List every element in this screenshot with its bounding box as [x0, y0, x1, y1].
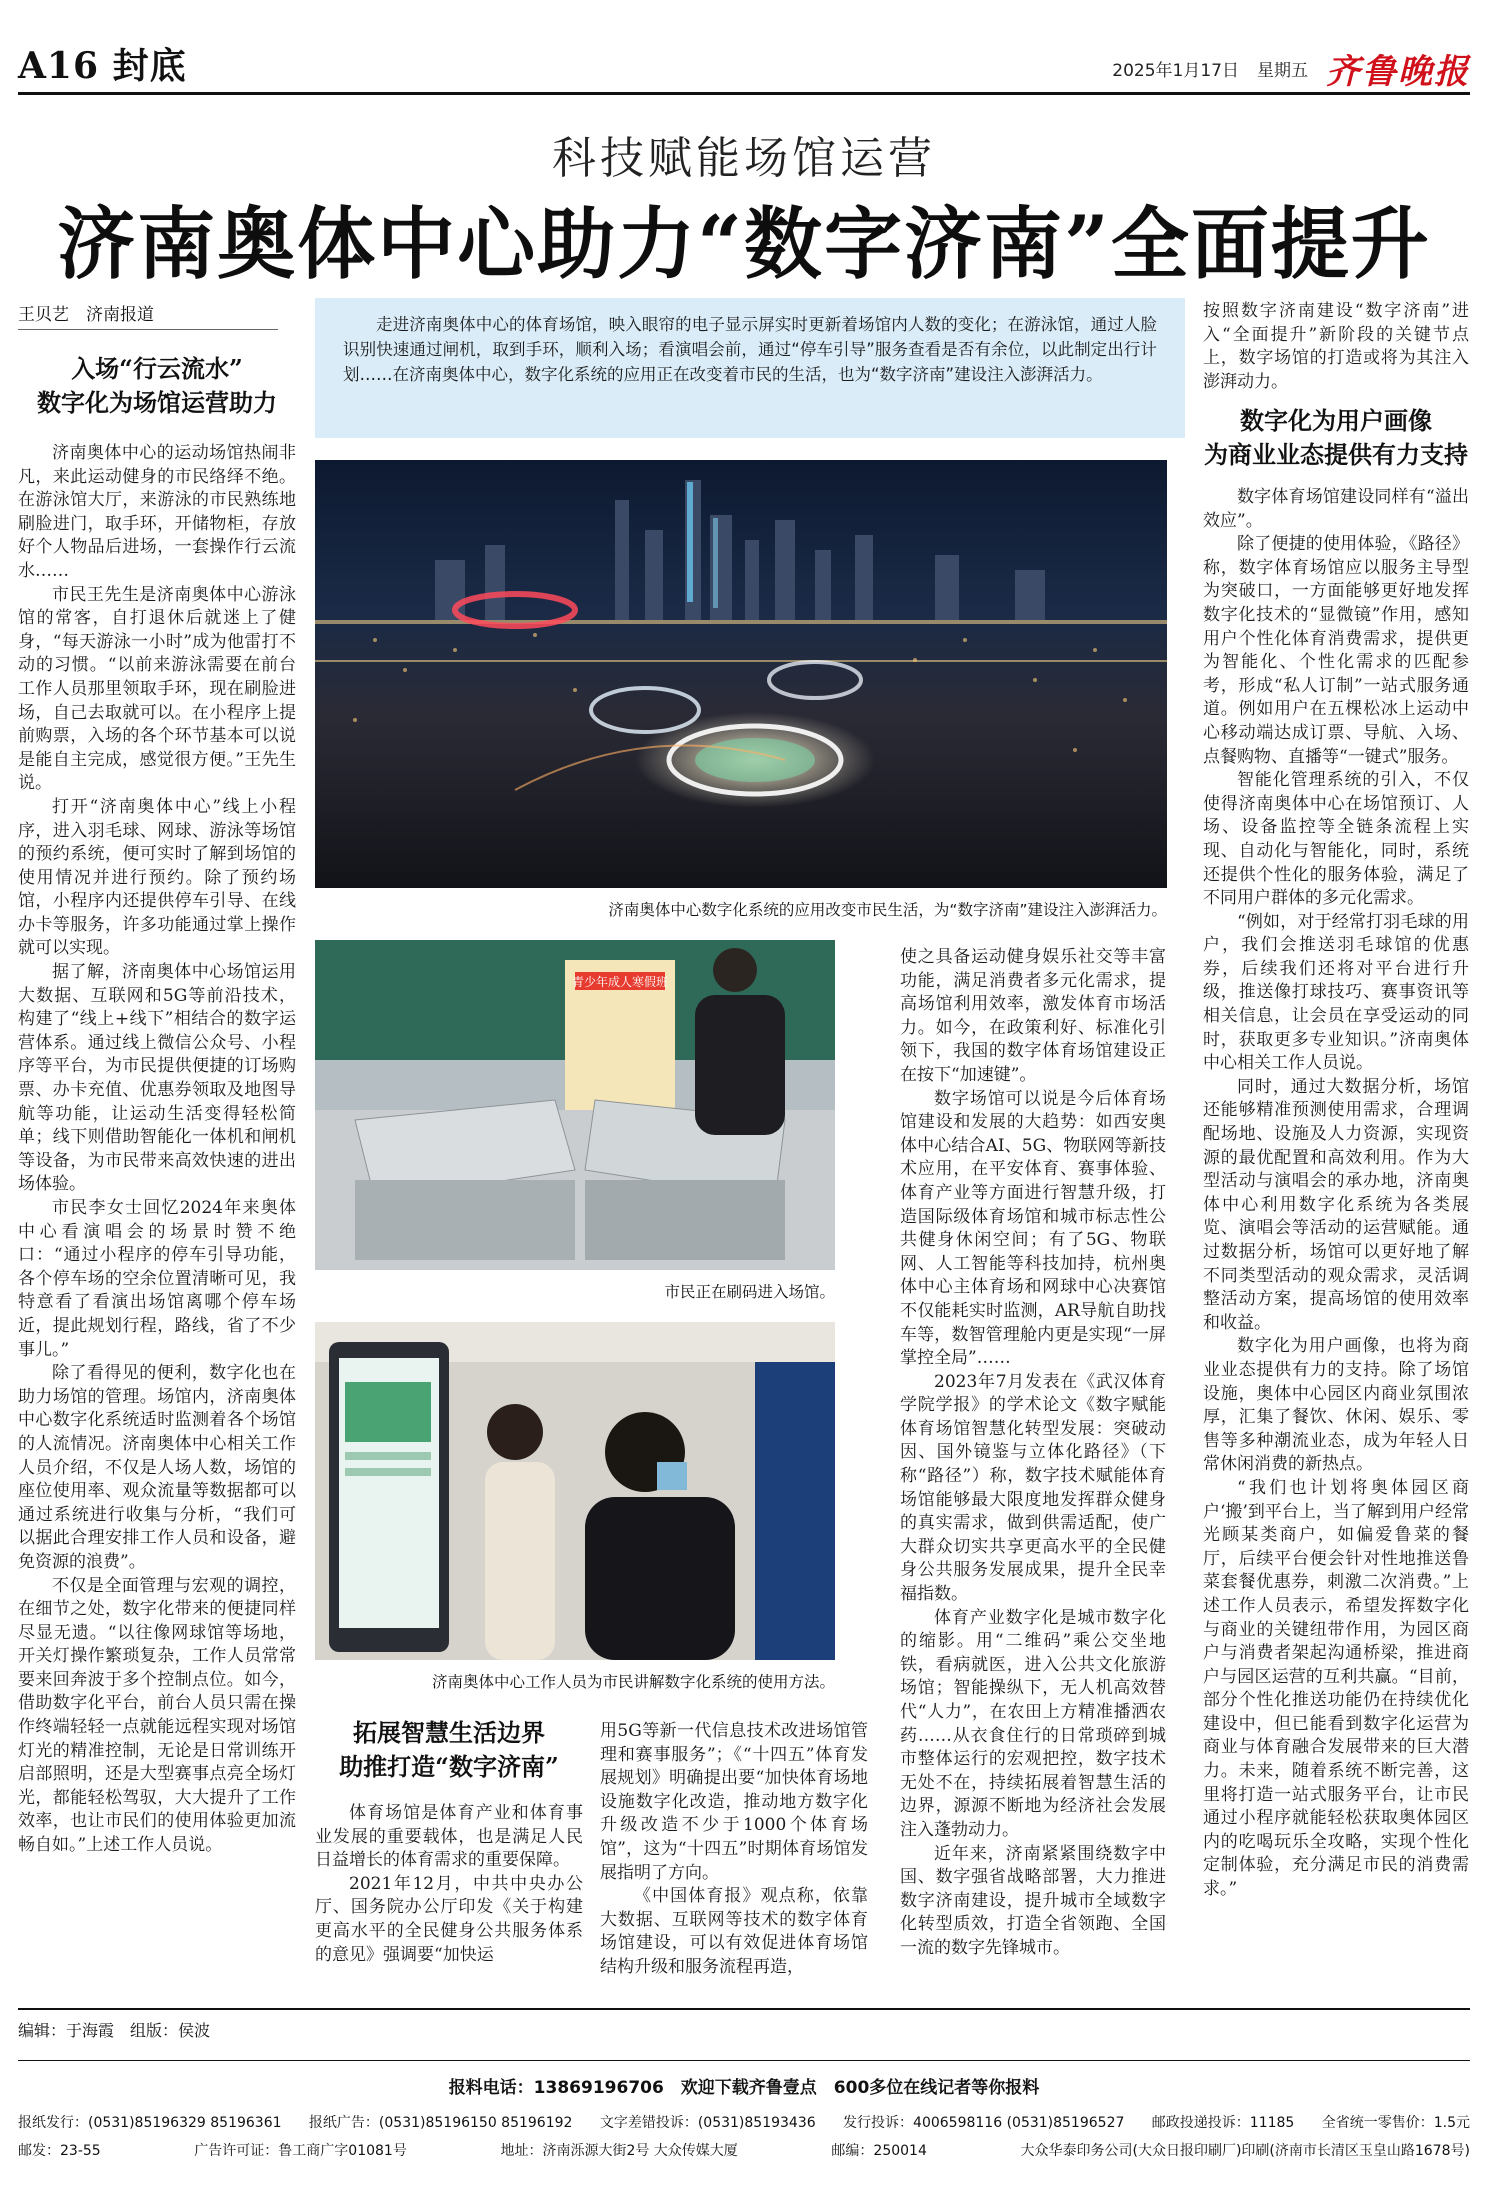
aerial-photo-caption: 济南奥体中心数字化系统的应用改变市民生活，为“数字济南”建设注入澎湃活力。	[608, 901, 1167, 919]
footer-item: 地址：济南泺源大街2号 大众传媒大厦	[500, 2143, 738, 2159]
footer-item: 报纸发行：(0531)85196329 85196361	[18, 2115, 282, 2131]
page-number: A16 封底	[18, 45, 187, 87]
paragraph: 数字体育场馆建设同样有“溢出效应”。	[1203, 487, 1469, 531]
paragraph: 据了解，济南奥体中心场馆运用大数据、互联网和5G等前沿技术，构建了“线上+线下”相结合的数字运营体系。通过线上微信公众号、小程序等平台，为市民提供便捷的订场购票、办卡充值、优惠券领取及地图导航等功能，让运动生活变得轻松简单；线下则借助智能化一体机和闸机等设备，为市民带来高效快速的进出场体验。	[18, 962, 296, 1195]
paragraph: “例如，对于经常打羽毛球的用户，我们会推送羽毛球馆的优惠券，后续我们还将对平台进行升级，推送像打球技巧、赛事资讯等相关信息，让会员在享受运动的同时，获取更多专业知识。”济南奥体中心相关工作人员说。	[1203, 911, 1469, 1074]
section2-body-b	[600, 1720, 868, 1980]
paragraph: 用5G等新一代信息技术改进场馆管理和赛事服务”；《“十四五”体育发展规划》明确提出要“加快体育场地设施数字化改造，推动地方数字化升级改造不少于1000个体育场馆”，这为“十四五”时期体育场馆发展指明了方向。	[600, 1721, 868, 1883]
section3-intro	[1203, 300, 1469, 394]
paragraph: 济南奥体中心的运动场馆热闹非凡，来此运动健身的市民络绎不绝。在游泳馆大厅，来游泳的市民熟练地刷脸进门，取手环，开储物柜，存放好个人物品后进场，一套操作行云流水……	[18, 443, 296, 581]
kicker-headline: 科技赋能场馆运营	[552, 133, 936, 184]
lead-text: 走进济南奥体中心的体育场馆，映入眼帘的电子显示屏实时更新着场馆内人数的变化；在游泳馆，通过人脸识别快速通过闸机，取到手环，顺利入场；看演唱会前，通过“停车引导”服务查看是否有余位，以此制定出行计划……在济南奥体中心，数字化系统的应用正在改变着市民的生活，也为“数字济南”建设注入澎湃活力。	[343, 315, 1157, 384]
section3-heading-line1: 数字化为用户画像	[1240, 406, 1432, 435]
section3-heading-line2: 为商业业态提供有力支持	[1204, 440, 1468, 469]
footer-item: 文字差错投诉：(0531)85193436	[599, 2115, 816, 2131]
footer-item: 报纸广告：(0531)85196150 85196192	[308, 2115, 573, 2131]
footer-item: 广告许可证：鲁工商广字01081号	[194, 2143, 407, 2159]
paragraph: 近年来，济南紧紧围绕数字中国、数字强省战略部署，大力推进数字济南建设，提升城市全域数字化转型质效，打造全省领跑、全国一流的数字先锋城市。	[900, 1843, 1166, 1958]
aerial-night-photo	[315, 460, 1167, 888]
section2-body-a	[315, 1802, 583, 1967]
paragraph: 市民王先生是济南奥体中心游泳馆的常客，自打退休后就迷上了健身，“每天游泳一小时”成为他雷打不动的习惯。“以前来游泳需要在前台工作人员那里领取手环，现在刷脸进场，自己去取就可以。在小程序上提前购票，入场的各个环节基本可以说是能自主完成，感觉很方便。”王先生说。	[18, 584, 296, 794]
paragraph: 除了便捷的使用体验，《路径》称，数字体育场馆应以服务主导型为突破口，一方面能够更好地发挥数字化技术的“显微镜”作用，感知用户个性化体育消费需求，提供更为智能化、个性化需求的匹配参考，形成“私人订制”一站式服务通道。例如用户在五棵松冰上运动中心移动端达成订票、导航、入场、点餐购物、直播等“一键式”服务。	[1203, 534, 1469, 767]
gate-photo	[315, 940, 835, 1270]
kiosk-photo	[315, 1322, 835, 1660]
footer-item: 全省统一零售价：1.5元	[1321, 2115, 1470, 2131]
main-headline: 济南奥体中心助力“数字济南”全面提升	[57, 199, 1431, 290]
paragraph: 数字场馆可以说是今后体育场馆建设和发展的大趋势：如西安奥体中心结合AI、5G、物联网等新技术应用，在平安体育、赛事体验、体育产业等方面进行智慧升级，打造国际级体育场馆和城市标志性公共健身休闲空间；有了5G、物联网、人工智能等科技加持，杭州奥体中心主体育场和网球中心决赛馆不仅能耗实时监测，AR导航自助找车等，数智管理舱内更是实现“一屏掌控全局”……	[900, 1088, 1166, 1369]
paragraph: 同时，通过大数据分析，场馆还能够精准预测使用需求，合理调配场地、设施及人力资源，实现资源的最优配置和高效利用。作为大型活动与演唱会的承办地，济南奥体中心利用数字化系统为各类展览、演唱会等活动的运营赋能。通过数据分析，场馆可以更好地了解不同类型活动的观众需求，灵活调整活动方案，提高场馆的使用效率和收益。	[1203, 1076, 1469, 1333]
footer-item: 邮政投递投诉：11185	[1151, 2115, 1295, 2131]
section3-heading	[1203, 404, 1469, 472]
header-divider	[18, 92, 1470, 95]
kiosk-photo-caption: 济南奥体中心工作人员为市民讲解数字化系统的使用方法。	[431, 1673, 835, 1691]
footer-item: 大众华泰印务公司(大众日报印刷厂)印刷(济南市长清区玉皇山路1678号)	[1020, 2143, 1470, 2159]
section2-heading-line1: 拓展智慧生活边界	[353, 1718, 545, 1747]
issue-date: 2025年1月17日	[1112, 61, 1239, 81]
section1-heading-line2: 数字化为场馆运营助力	[37, 388, 277, 417]
byline: 王贝艺 济南报道	[18, 300, 278, 330]
paragraph: “我们也计划将奥体园区商户‘搬’到平台上，当了解到用户经常光顾某类商户，如偏爱鲁菜的餐厅，后续平台便会针对性地推送鲁菜套餐优惠券，刺激二次消费。”上述工作人员表示，希望发挥数字化与商业的关键纽带作用，为园区商户与消费者架起沟通桥梁，推进商户与园区运营的互利共赢。“目前，部分个性化推送功能仍在持续优化建设中，但已能看到数字化运营为商业与体育融合发展带来的巨大潜力。未来，随着系统不断完善，这里将打造一站式服务平台，让市民通过小程序就能轻松获取奥体园区内的吃喝玩乐全攻略，实现个性化定制体验，充分满足市民的消费需求。”	[1203, 1477, 1469, 1900]
paragraph: 2023年7月发表在《武汉体育学院学报》的学术论文《数字赋能体育场馆智慧化转型发展：突破动因、国外镜鉴与立体化路径》（下称“路径”）称，数字技术赋能体育场馆能够最大限度地发挥群众健身的真实需求，做到供需适配，使广大群众切实共享更高水平的全民健身公共服务发展成果，提升全民幸福指数。	[900, 1371, 1166, 1605]
footer-item: 邮发：23-55	[18, 2143, 101, 2159]
section1-heading	[18, 352, 296, 420]
paragraph: 智能化管理系统的引入，不仅使得济南奥体中心在场馆预订、人场、设备监控等全链条流程上实现、自动化与智能化，同时，系统还提供个性化的服务体验，满足了不同用户群体的多元化需求。	[1203, 770, 1469, 909]
paragraph: 数字化为用户画像，也将为商业业态提供有力的支持。除了场馆设施，奥体中心园区内商业氛围浓厚，汇集了餐饮、休闲、娱乐、零售等多种潮流业态，成为年轻人日常休闲消费的新热点。	[1203, 1336, 1469, 1475]
footer-item: 发行投诉：4006598116 (0531)85196527	[843, 2115, 1125, 2131]
footer-info	[18, 2060, 1470, 2164]
issue-weekday: 星期五	[1257, 61, 1308, 81]
section2-heading	[315, 1716, 583, 1784]
paragraph: 体育场馆是体育产业和体育事业发展的重要载体，也是满足人民日益增长的体育需求的重要保障。	[315, 1803, 583, 1871]
masthead-right	[1112, 44, 1470, 93]
editor-credit: 编辑：于海霞 组版：侯波	[18, 2008, 1470, 2041]
paragraph: 《中国体育报》观点称，依靠大数据、互联网等技术的数字体育场馆建设，可以有效促进体育场馆结构升级和服务流程再造，	[600, 1886, 868, 1977]
news-hotline: 报料电话：13869196706 欢迎下载齐鲁壹点 600多位在线记者等你报料	[448, 2078, 1040, 2098]
paragraph: 体育产业数字化是城市数字化的缩影。用“二维码”乘公交坐地铁，看病就医，进入公共文化旅游场馆；智能操纵下，无人机高效替代“人力”，在农田上方精准播洒农药……从衣食住行的日常琐碎到城市整体运行的宏观把控，数字技术无处不在，持续拓展着智慧生活的边界，源源不断地为经济社会发展注入蓬勃动力。	[900, 1607, 1166, 1840]
footer-row-address	[18, 2136, 1470, 2164]
section1-heading-line1: 入场“行云流水”	[71, 354, 243, 383]
lead-summary-box	[315, 298, 1185, 438]
paragraph: 除了看得见的便利，数字化也在助力场馆的管理。场馆内，济南奥体中心数字化系统适时监测着各个场馆的人流情况。济南奥体中心相关工作人员介绍，不仅是人场人数，场馆的座位使用率、观众流量等数据都可以通过系统进行收集与分析，“我们可以据此合理安排工作人员和设备，避免资源的浪费”。	[18, 1363, 296, 1572]
section2-body-c	[900, 946, 1166, 1961]
poster-title: 青少年成人寒假班	[571, 975, 669, 989]
newspaper-logo: 齐鲁晚报	[1326, 52, 1470, 92]
section1-body	[18, 442, 296, 1858]
section3-body	[1203, 486, 1469, 1902]
gate-photo-caption: 市民正在刷码进入场馆。	[664, 1283, 835, 1301]
footer-item: 邮编：250014	[831, 2143, 927, 2159]
paragraph: 使之具备运动健身娱乐社交等丰富功能，满足消费者多元化需求，提高场馆利用效率，激发体育市场活力。如今，在政策利好、标准化引领下，我国的数字体育场馆建设正在按下“加速键”。	[900, 947, 1166, 1085]
paragraph: 按照数字济南建设“数字济南”进入“全面提升”新阶段的关键节点上，数字场馆的打造或将为其注入澎湃动力。	[1203, 301, 1469, 392]
footer-row-contacts	[18, 2108, 1470, 2136]
paragraph: 不仅是全面管理与宏观的调控，在细节之处，数字化带来的便捷同样尽显无遗。“以往像网球馆等场地，开关灯操作繁琐复杂，工作人员常常要来回奔波于多个控制点位。如今，借助数字化平台，前台人员只需在操作终端轻轻一点就能远程实现对场馆灯光的精准控制，无论是日常训练开启部照明，还是大型赛事点亮全场灯光，都能轻松驾驭，大大提升了工作效率，也让市民们的使用体验更加流畅自如。”上述工作人员说。	[18, 1575, 296, 1856]
section2-heading-line2: 助推打造“数字济南”	[339, 1752, 559, 1781]
paragraph: 市民李女士回忆2024年来奥体中心看演唱会的场景时赞不绝口：“通过小程序的停车引导功能，各个停车场的空余位置清晰可见，我特意看了看演出场馆离哪个停车场近，提此规划行程，路线，省了不少事儿。”	[18, 1198, 296, 1360]
paragraph: 打开“济南奥体中心”线上小程序，进入羽毛球、网球、游泳等场馆的预约系统，便可实时了解到场馆的使用情况并进行预约。除了预约场馆，小程序内还提供停车引导、在线办卡等服务，许多功能通过掌上操作就可以实现。	[18, 796, 296, 959]
masthead	[18, 30, 1470, 90]
paragraph: 2021年12月，中共中央办公厅、国务院办公厅印发《关于构建更高水平的全民健身公共服务体系的意见》强调要“加快运	[315, 1873, 583, 1965]
